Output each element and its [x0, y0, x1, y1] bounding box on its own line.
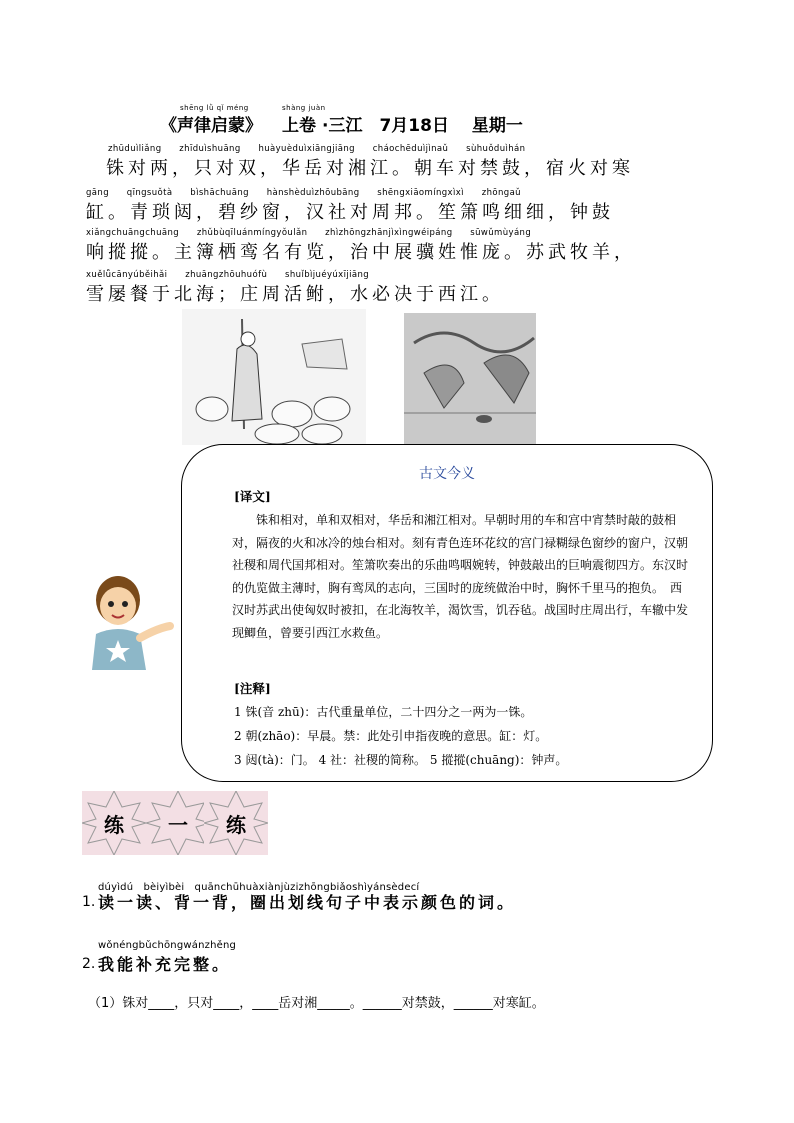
boy-cartoon-image [80, 568, 180, 670]
translation-text: 铢和相对，单和双相对，华岳和湘江相对。早朝时用的车和宫中宵禁时敲的鼓相对，隔夜的火和冰冷的烛台相对。刻有青色连环花纹的宫门禄糊绿色窗纱的窗户，汉朝社稷和周代国邦相对。笙箫吹奏出的乐曲鸣咽婉转，钟鼓敲出的巨响震彻四方。东汉时的仇览做主薄时，胸有鸾凤的志向，三国时的庞统做治中时，胸怀千里马的抱负。 西汉时苏武出使匈奴时被扣，在北海牧羊，渴饮雪，饥吞毡。战国时庄周出行，车辙中发现鲫鱼，曾要引西江水救鱼。 [232, 513, 689, 640]
su-wu-shepherd-illustration [182, 309, 366, 445]
lesson-date: ·三江 7月18日 星期一 [322, 116, 523, 136]
note-line: 3 闼(tà)：门。 4 社：社稷的简称。 5 摐摐(chuāng)：钟声。 [234, 753, 568, 767]
box-title: 古文今义 [419, 466, 475, 482]
zhuang-zhou-fish-illustration [404, 313, 536, 444]
notes-heading: [注释] [234, 681, 271, 696]
page-header: shēng lǜ qǐ méng 《声律启蒙》 shàng juàn 上卷 ·三江 7月18日 星期一 [160, 104, 523, 136]
poem-line-2-text: 缸。青琐闼，碧纱窗，汉社对周邦。笙箫鸣细细，钟鼓 [86, 202, 614, 223]
practice-badge: 练 [82, 791, 146, 855]
translation-heading: [译文] [234, 489, 271, 504]
translation-box [181, 444, 713, 782]
note-line: 1 铢(音 zhū)：古代重量单位，二十四分之一两为一铢。 [234, 705, 533, 719]
fill-in-exercise: （1）铢对____，只对____，____岳对湘_____。______对禁鼓，______对寒缸。 [88, 996, 545, 1011]
practice-badge: 练 [204, 791, 268, 855]
practice-badge: 一 [146, 791, 210, 855]
note-line: 2 朝(zhāo)：早晨。禁：此处引申指夜晚的意思。缸：灯。 [234, 729, 548, 743]
